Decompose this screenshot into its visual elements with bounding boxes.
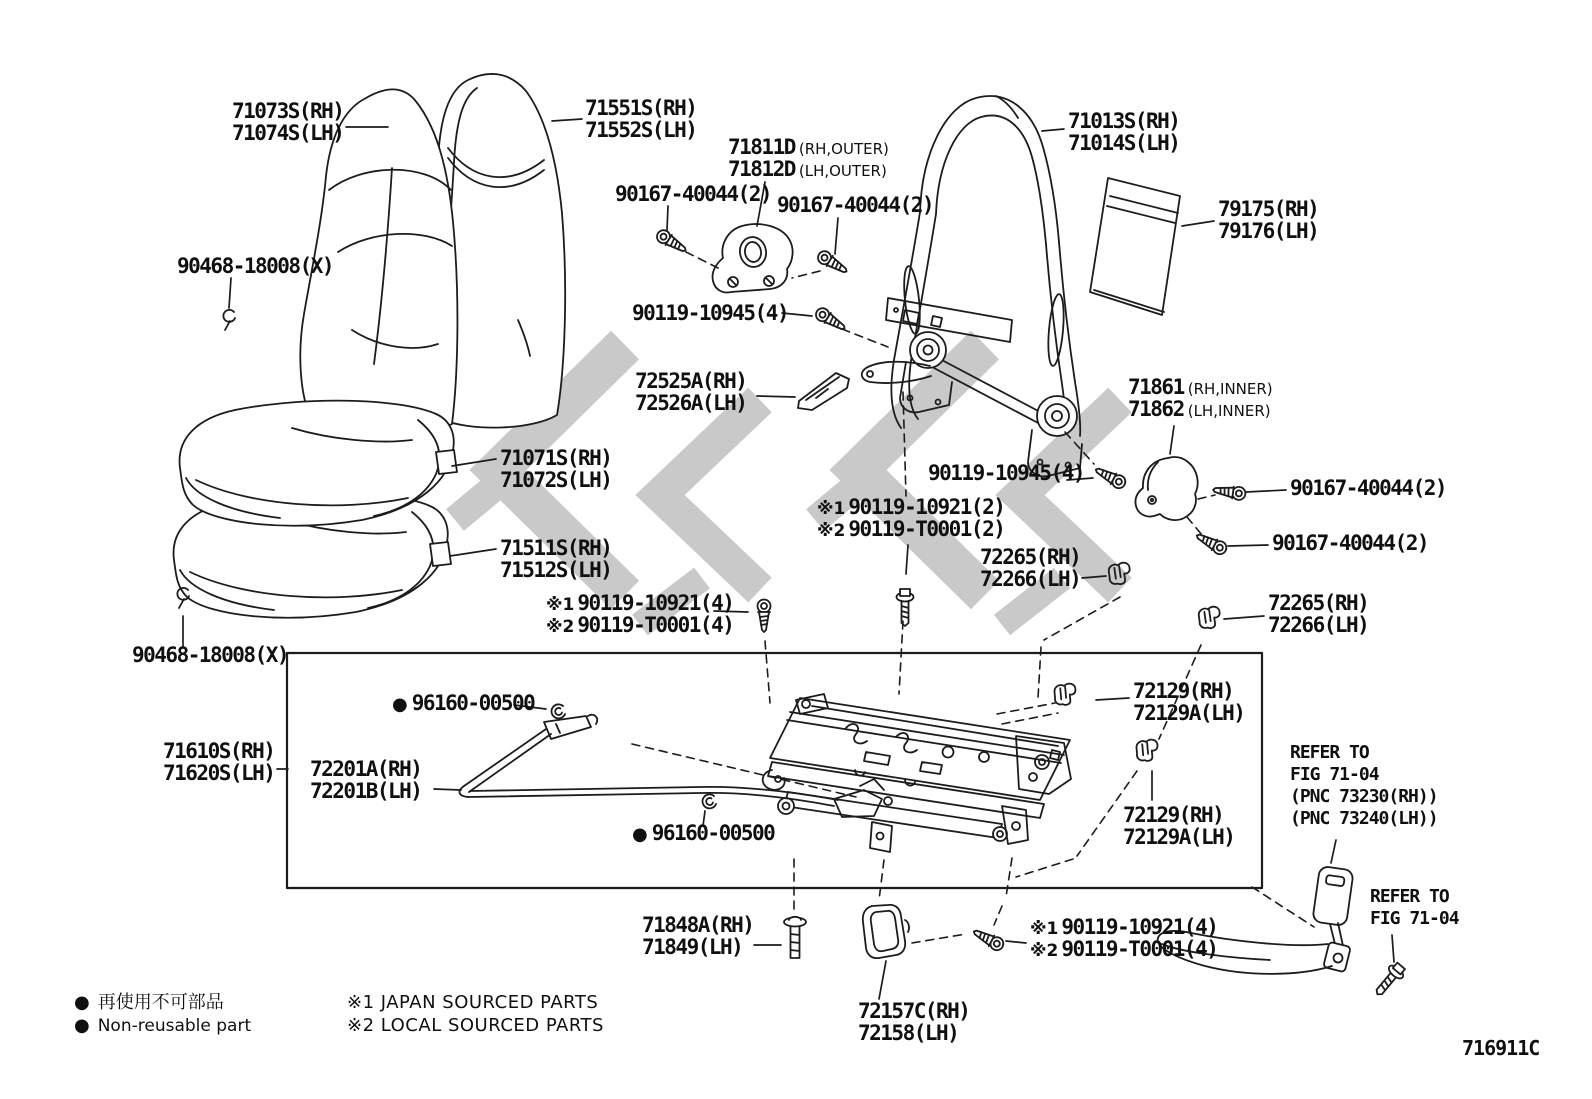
callout-text: 72201B(LH): [310, 779, 422, 803]
callout-text: 71013S(RH): [1068, 109, 1180, 133]
legend-en-text: Non-reusable part: [97, 1016, 252, 1036]
callout-text: 72266(LH): [1268, 613, 1369, 637]
front-ring-drawing: [863, 905, 909, 958]
callout-text: ※1: [546, 595, 575, 615]
callout-text: 90119-T0001(4): [1061, 937, 1218, 961]
seatbelt-buckle-drawing: [1158, 866, 1354, 974]
callout-text: 71552S(LH): [585, 118, 697, 142]
callout-text: (RH,INNER): [1187, 380, 1273, 398]
callout-text: ●: [392, 694, 408, 715]
legend-non-reusable-jp: [74, 988, 224, 1014]
callout-text: REFER TO: [1290, 742, 1369, 763]
callout-text: ※1: [817, 499, 846, 519]
callout-text: 72265(RH): [1268, 591, 1369, 615]
callout-text: 90119-10945(4): [928, 461, 1085, 485]
legend-jp-text: 再使用不可部品: [97, 992, 224, 1013]
callout-text: 72129A(LH): [1133, 701, 1245, 725]
callout-text: 79176(LH): [1218, 219, 1319, 243]
callout-text: 90119-10921(4): [577, 591, 734, 615]
cushion-covers-drawing: [174, 401, 457, 618]
callout-text: 72157C(RH): [858, 999, 970, 1023]
callout-text: (LH,INNER): [1187, 402, 1271, 420]
callout-text: 72525A(RH): [635, 369, 747, 393]
callout-text: ※2: [1030, 941, 1059, 961]
seatback-covers-drawing: [300, 74, 565, 434]
callout-text: 90167-40044(2): [615, 182, 772, 206]
callout-text: 71610S(RH): [163, 739, 275, 763]
callout-text: 79175(RH): [1218, 197, 1319, 221]
callout-text: REFER TO: [1370, 886, 1449, 907]
callout-text: ※2: [546, 617, 575, 637]
callout-text: FIG 71-04: [1290, 764, 1379, 785]
callout-text: ※2: [817, 521, 846, 541]
callout-text: 71074S(LH): [232, 121, 344, 145]
seat-track-drawing: [763, 694, 1071, 852]
callout-text: 72158(LH): [858, 1021, 959, 1045]
legend-note-local-sourced: ※2 LOCAL SOURCED PARTS: [347, 1015, 604, 1036]
callout-text: 90119-T0001(2): [848, 517, 1005, 541]
torsion-rod-drawing: [459, 715, 892, 817]
callout-text: 72201A(RH): [310, 757, 422, 781]
callout-text: 71812D: [728, 157, 795, 181]
callout-text: 71511S(RH): [500, 536, 612, 560]
callout-text: 71512S(LH): [500, 558, 612, 582]
callout-text: 71861: [1128, 375, 1184, 399]
callout-text: 90167-40044(2): [1272, 531, 1429, 555]
callout-text: ※1: [1030, 919, 1059, 939]
callout-text: 72129(RH): [1133, 679, 1234, 703]
bullet-icon: ●: [74, 1015, 90, 1036]
callout-text: 90468-18008(X): [132, 643, 289, 667]
callout-text: (PNC 73230(RH)): [1290, 786, 1438, 807]
callout-text: (RH,OUTER): [798, 140, 889, 158]
bullet-icon: ●: [74, 992, 90, 1013]
callout-text: 71620S(LH): [163, 761, 275, 785]
adjuster-assembly-box: [287, 653, 1262, 888]
callout-text: 71072S(LH): [500, 468, 612, 492]
callout-text: 71862: [1128, 397, 1184, 421]
callout-text: ●: [632, 824, 648, 845]
callout-text: 72129(RH): [1123, 803, 1224, 827]
callout-text: 71551S(RH): [585, 96, 697, 120]
callout-text: 90468-18008(X): [177, 254, 334, 278]
callout-text: 71848A(RH): [642, 913, 754, 937]
callout-text: 72266(LH): [980, 567, 1081, 591]
legend-note-japan-sourced: ※1 JAPAN SOURCED PARTS: [347, 992, 599, 1013]
callout-text: 71014S(LH): [1068, 131, 1180, 155]
callout-text: 72526A(LH): [635, 391, 747, 415]
callout-text: 72129A(LH): [1123, 825, 1235, 849]
legend-non-reusable-en: [74, 1015, 251, 1036]
callout-text: 90119-T0001(4): [577, 613, 734, 637]
callout-text: (PNC 73240(LH)): [1290, 808, 1438, 829]
seatback-board-drawing: [1090, 178, 1180, 315]
callout-text: 90119-10921(2): [848, 495, 1005, 519]
callout-text: 71071S(RH): [500, 446, 612, 470]
shield-drawing: [798, 373, 849, 410]
callout-text: 96160-00500: [411, 691, 535, 715]
recliner-inner-cover-drawing: [1135, 457, 1197, 520]
callout-text: 71849(LH): [642, 935, 743, 959]
callout-text: 96160-00500: [651, 821, 775, 845]
recliner-bracket-drawing: [713, 224, 793, 292]
callout-text: (LH,OUTER): [798, 162, 887, 180]
callout-text: 90119-10921(4): [1061, 915, 1218, 939]
callout-text: 71073S(RH): [232, 99, 344, 123]
callout-text: 90167-40044(2): [777, 193, 934, 217]
callout-text: 72265(RH): [980, 545, 1081, 569]
callout-text: FIG 71-04: [1370, 908, 1459, 929]
drawing-number: 716911C: [1462, 1036, 1540, 1060]
clip-icons: [1054, 562, 1222, 762]
callout-text: 90167-40044(2): [1290, 476, 1447, 500]
callout-text: 71811D: [728, 135, 795, 159]
callout-text: 90119-10945(4): [632, 301, 789, 325]
